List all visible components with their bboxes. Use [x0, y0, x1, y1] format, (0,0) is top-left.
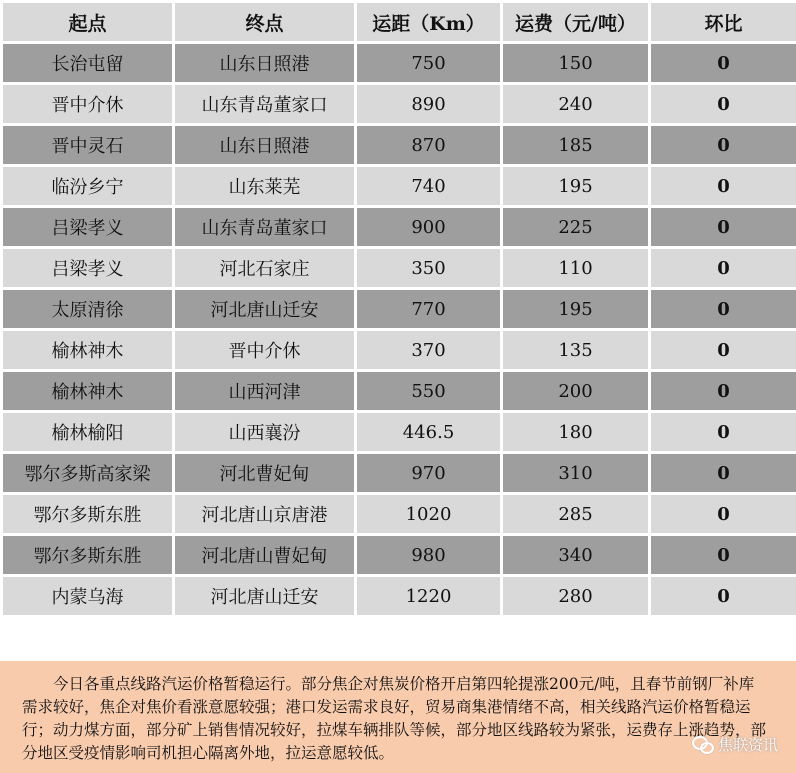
cell-destination: 河北唐山京唐港 — [174, 494, 356, 535]
cell-destination: 晋中介休 — [174, 330, 356, 371]
watermark-text: 焦联资讯 — [717, 736, 778, 754]
cell-freight: 340 — [502, 535, 650, 576]
cell-origin: 晋中介休 — [2, 84, 174, 125]
cell-destination: 山东青岛董家口 — [174, 207, 356, 248]
cell-distance: 740 — [356, 166, 502, 207]
cell-origin: 临汾乡宁 — [2, 166, 174, 207]
table-row — [2, 494, 796, 535]
cell-destination: 河北曹妃甸 — [174, 453, 356, 494]
header-destination: 终点 — [174, 2, 356, 43]
cell-change: 0 — [650, 535, 796, 576]
cell-distance: 550 — [356, 371, 502, 412]
cell-change: 0 — [650, 494, 796, 535]
cell-origin: 榆林神木 — [2, 371, 174, 412]
table-row — [2, 248, 796, 289]
cell-distance: 370 — [356, 330, 502, 371]
cell-freight: 150 — [502, 43, 650, 84]
cell-distance: 770 — [356, 289, 502, 330]
cell-origin: 吕梁孝义 — [2, 248, 174, 289]
cell-distance: 980 — [356, 535, 502, 576]
cell-distance: 870 — [356, 125, 502, 166]
cell-freight: 195 — [502, 289, 650, 330]
cell-freight: 280 — [502, 576, 650, 617]
cell-change: 0 — [650, 207, 796, 248]
cell-origin: 内蒙乌海 — [2, 576, 174, 617]
cell-distance: 890 — [356, 84, 502, 125]
cell-freight: 195 — [502, 166, 650, 207]
table-row — [2, 535, 796, 576]
cell-distance: 970 — [356, 453, 502, 494]
cell-destination: 山东日照港 — [174, 125, 356, 166]
cell-change: 0 — [650, 125, 796, 166]
cell-origin: 榆林神木 — [2, 330, 174, 371]
cell-freight: 285 — [502, 494, 650, 535]
cell-destination: 山西河津 — [174, 371, 356, 412]
cell-change: 0 — [650, 289, 796, 330]
cell-origin: 鄂尔多斯东胜 — [2, 494, 174, 535]
table-row — [2, 289, 796, 330]
cell-distance: 446.5 — [356, 412, 502, 453]
cell-freight: 185 — [502, 125, 650, 166]
cell-freight: 180 — [502, 412, 650, 453]
cell-destination: 山东青岛董家口 — [174, 84, 356, 125]
cell-freight: 310 — [502, 453, 650, 494]
cell-destination: 河北唐山曹妃甸 — [174, 535, 356, 576]
cell-freight: 135 — [502, 330, 650, 371]
table-row — [2, 453, 796, 494]
cell-change: 0 — [650, 330, 796, 371]
cell-destination: 山东日照港 — [174, 43, 356, 84]
table-body — [2, 43, 796, 617]
cell-change: 0 — [650, 576, 796, 617]
cell-change: 0 — [650, 453, 796, 494]
cell-origin: 鄂尔多斯东胜 — [2, 535, 174, 576]
table-row — [2, 371, 796, 412]
table-row — [2, 412, 796, 453]
table-row — [2, 207, 796, 248]
header-distance: 运距（Km） — [356, 2, 502, 43]
table-row — [2, 166, 796, 207]
cell-change: 0 — [650, 84, 796, 125]
cell-freight: 240 — [502, 84, 650, 125]
table-row — [2, 125, 796, 166]
cell-distance: 1220 — [356, 576, 502, 617]
cell-origin: 太原清徐 — [2, 289, 174, 330]
table-row — [2, 576, 796, 617]
cell-distance: 1020 — [356, 494, 502, 535]
cell-destination: 河北唐山迁安 — [174, 576, 356, 617]
cell-origin: 长治屯留 — [2, 43, 174, 84]
cell-origin: 榆林榆阳 — [2, 412, 174, 453]
cell-destination: 山东莱芜 — [174, 166, 356, 207]
cell-origin: 晋中灵石 — [2, 125, 174, 166]
cell-destination: 河北石家庄 — [174, 248, 356, 289]
cell-origin: 吕梁孝义 — [2, 207, 174, 248]
cell-freight: 225 — [502, 207, 650, 248]
cell-change: 0 — [650, 248, 796, 289]
cell-change: 0 — [650, 43, 796, 84]
cell-freight: 110 — [502, 248, 650, 289]
cell-freight: 200 — [502, 371, 650, 412]
cell-change: 0 — [650, 412, 796, 453]
watermark — [692, 734, 778, 755]
table-row — [2, 84, 796, 125]
cell-distance: 350 — [356, 248, 502, 289]
table-header-row — [2, 2, 796, 43]
header-origin: 起点 — [2, 2, 174, 43]
cell-change: 0 — [650, 166, 796, 207]
cell-change: 0 — [650, 371, 796, 412]
header-change: 环比 — [650, 2, 796, 43]
cell-distance: 900 — [356, 207, 502, 248]
cell-destination: 河北唐山迁安 — [174, 289, 356, 330]
market-commentary: 今日各重点线路汽运价格暂稳运行。部分焦企对焦炭价格开启第四轮提涨200元/吨，且春节前钢厂补库需求较好，焦企对焦价看涨意愿较强；港口发运需求良好，贸易商集港情绪不高，相关线路汽运价格暂稳运行；动力煤方面，部分矿上销售情况较好，拉煤车辆排队等候，部分地区线路较为紧张，运费存上涨趋势，部分地区受疫情影响司机担心隔离外地，拉运意愿较低。 — [0, 661, 796, 773]
header-freight: 运费（元/吨） — [502, 2, 650, 43]
wechat-icon — [692, 736, 714, 754]
table-row — [2, 330, 796, 371]
cell-destination: 山西襄汾 — [174, 412, 356, 453]
table-row — [2, 43, 796, 84]
cell-origin: 鄂尔多斯高家梁 — [2, 453, 174, 494]
cell-distance: 750 — [356, 43, 502, 84]
